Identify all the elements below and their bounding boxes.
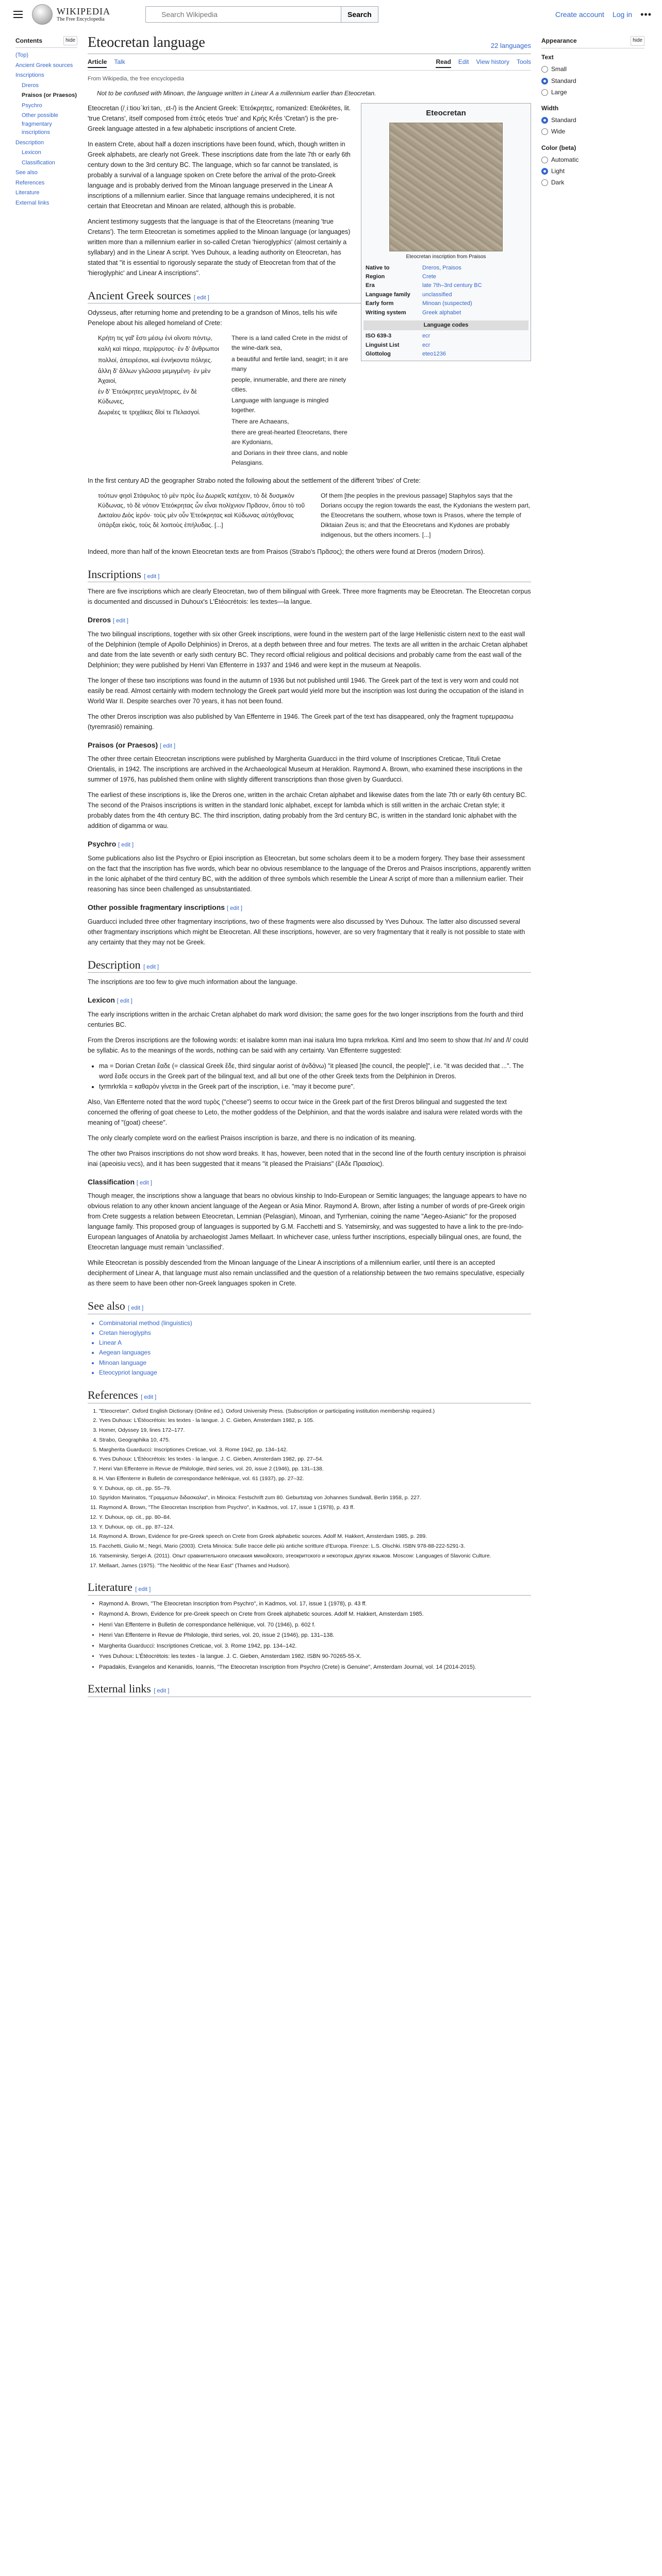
page-title: Eteocretan language xyxy=(88,35,205,50)
width-label: Width xyxy=(541,104,559,112)
see-also-link[interactable]: • Cretan hieroglyphs xyxy=(99,1328,531,1338)
edit-link[interactable]: [ edit ] xyxy=(143,963,159,970)
radio-option[interactable] xyxy=(541,115,644,125)
quote-line: Language with language is mingled together. xyxy=(231,397,329,414)
toc-item[interactable]: Dreros xyxy=(22,82,39,89)
intro-paragraph-2: In eastern Crete, about half a dozen inscriptions have been found, which, though written in Greek alphabets, are clearly not Greek. These inscriptions date from the late 7th or early 6th century down to the 3rd century BC. The language, which so far cannot be translated, is probably a survival of a language spoken on Crete before the arrival of the proto-Greek language and is probably derived from the Minoan language preserved in the Linear A inscriptions of a millennium earlier. Since that language remains undeciphered, it is not certain that Eteocretan and Minoan are related, although this is probable. xyxy=(88,140,351,210)
reference-item: 14. Raymond A. Brown, Evidence for pre-Greek speech on Crete from Greek alphabetic sources. Adolf M. Hakkert, Amsterdam 1985, p. 289. xyxy=(99,1533,531,1541)
infobox-key: Native to xyxy=(366,264,390,271)
language-codes-header: Language codes xyxy=(363,320,528,330)
paragraph: Odysseus, after returning home and pretending to be a grandson of Minos, tells his wife Penelope about his alleged homeland of Crete: xyxy=(88,309,338,327)
paragraph: The other two Praisos inscriptions do not show word breaks. It has, however, been noted that in the second line of the fourth century inscription is phraisoi inai (apeoisiu vecs), and it has been suggested that it means "it pleased the Praisians" (ἔΑδε Πραισίοις). xyxy=(88,1149,526,1167)
reference-item: 12. Y. Duhoux, op. cit., pp. 80–84. xyxy=(99,1514,531,1522)
infobox-key: Early form xyxy=(366,300,394,307)
reference-item: 8. H. Van Effenterre in Bulletin de correspondance hellénique, vol. 61 (1937), pp. 27–32. xyxy=(99,1475,531,1483)
toc-item[interactable]: Lexicon xyxy=(22,149,41,156)
edit-link[interactable]: [ edit ] xyxy=(226,905,242,911)
literature-item: • Henri Van Effenterre in Revue de Philologie, third series, vol. 20, issue 2 (1946), pp. 131–138. xyxy=(99,1631,531,1640)
tab-edit[interactable]: Edit xyxy=(458,58,469,65)
radio-button-icon[interactable] xyxy=(541,78,548,84)
paragraph: The other three certain Eteocretan inscriptions were published by Margherita Guarducci in the third volume of Inscriptiones Creticae, Tituli Cretae Orientalis, in 1942. The inscriptions are archived in the Archaeological Museum at Heraklion. Raymond A. Brown, who examined these inscriptions in the summer of 1976, has published them online with slightly different transcriptions than those given by Guarducci. xyxy=(88,755,523,784)
header xyxy=(0,0,662,29)
radio-option[interactable] xyxy=(541,76,644,86)
reference-item: 13. Y. Duhoux, op. cit., pp. 87–124. xyxy=(99,1523,531,1532)
strabo-greek: τούτων φησὶ Στάφυλος τὸ μὲν πρὸς ἕω Δωριεῖς κατέχειν, τὸ δὲ δυσμικὸν Κύδωνας, τὸ δὲ νότιον Ἐτεόκρητας ὧν εἶναι πολίχνιον Πρᾶσον, ὅπου τὸ τοῦ Δικταίου Διὸς ἱερόν· τοὺς μὲν οὖν Ἐτεόκρητας καὶ Κύδωνας αὐτόχθονας ὑπάρξαι εἰκός, τοὺς δὲ λοιποὺς ἐπήλυδας. [...] xyxy=(98,492,305,529)
edit-link[interactable]: [ edit ] xyxy=(135,1586,151,1593)
odyssey-quote xyxy=(98,333,353,469)
reference-item: 1. "Eteocretan". Oxford English Dictionary (Online ed.). Oxford University Press. (Subscription or participating institution membership required.) xyxy=(99,1408,531,1416)
reference-item: 6. Yves Duhoux: L'Étéocrétois: les textes - la langue. J. C. Gieben, Amsterdam 1982, pp. 27–54. xyxy=(99,1455,531,1464)
literature-item: • Yves Duhoux: L'Étéocrétois: les textes - la langue. J. C. Gieben, Amsterdam 1982. ISBN 90-70265-55-X. xyxy=(99,1652,531,1661)
infobox-row xyxy=(363,341,528,350)
edit-link[interactable]: [ edit ] xyxy=(117,998,133,1005)
section-heading-literature: Literature [ edit ] xyxy=(88,1580,531,1596)
paragraph: Some publications also list the Psychro or Epioi inscription as Eteocretan, but some scholars deem it to be a modern forgery. They base their assessment on the fact that the inscription has five words, which bear no obvious resemblance to the language of the Dreros and Praisos inscriptions, apparently written in the Ionic alphabet of the third century BC, with the addition of three symbols which resemble the Linear A script of more than a millennium earlier. Their reasoning has since been challenged as unsubstantiated. xyxy=(88,854,531,893)
toc-hide-button[interactable]: hide xyxy=(63,36,77,45)
paragraph: The longer of these two inscriptions was found in the autumn of 1936 but not published until 1946. The Greek part of the text is very worn and could not easily be read. Almost certainly with modern technology the Greek part would yield more but the inscription was lost during the occupation of the island in World War II. Despite searches over 70 years, it has not been found. xyxy=(88,676,524,705)
toc-item[interactable]: References xyxy=(15,179,45,186)
appearance-title: Appearance xyxy=(541,37,577,44)
logo-tagline: The Free Encyclopedia xyxy=(57,16,105,23)
paragraph: The only clearly complete word on the earliest Praisos inscription is barze, and there is no indication of its meaning. xyxy=(88,1134,417,1142)
references-list xyxy=(88,1408,531,1570)
section-heading-description: Description [ edit ] xyxy=(88,958,531,973)
login-link[interactable]: Log in xyxy=(612,10,633,19)
infobox-value[interactable]: Minoan (suspected) xyxy=(422,300,472,307)
tab-talk[interactable]: Talk xyxy=(114,58,125,65)
table-of-contents xyxy=(15,36,77,209)
radio-label: Wide xyxy=(551,128,566,135)
subsection-heading-dreros: Dreros [ edit ] xyxy=(88,616,128,624)
radio-label: Small xyxy=(551,65,567,73)
radio-button-icon[interactable] xyxy=(541,66,548,73)
subsection-heading-other: Other possible fragmentary inscriptions [ edit ] xyxy=(88,903,242,911)
section-heading-ancient-sources: Ancient Greek sources [ edit ] xyxy=(88,289,531,304)
infobox-row xyxy=(363,350,528,359)
infobox-row xyxy=(363,309,528,317)
toc-item[interactable]: Literature xyxy=(15,190,40,196)
tab-article[interactable]: Article xyxy=(88,57,107,68)
radio-button-icon[interactable] xyxy=(541,128,548,135)
text-size-label: Text xyxy=(541,54,554,61)
infobox-row xyxy=(363,291,528,299)
see-also-list xyxy=(88,1318,531,1378)
paragraph: Though meager, the inscriptions show a language that bears no obvious kinship to Indo-European or Semitic languages; the language appears to have no obvious relation to any other known ancient language of the Aegean or Asia Minor. Raymond A. Brown, after listing a number of words of pre-Greek origin from Crete suggests a relation between Eteocretan, Lemnian (Pelasgian), Minoan, and Tyrrhenian, coining the name "Aegeo-Asianic" for the proposed language family. This proposed group of languages is supported by G.M. Facchetti and S. Yatsemirsky, and was suggested to have a link to the pre-Indo-European languages of Anatolia by archaeologist James Mellaart. In whichever case, unless further inscriptions, especially bilingual ones, are found, the Eteocretan language must remain 'unclassified'. xyxy=(88,1192,527,1251)
see-also-link[interactable]: • Eteocypriot language xyxy=(99,1368,531,1378)
quote-line: a beautiful and fertile land, seagirt; in it are many xyxy=(231,355,349,372)
edit-link[interactable]: [ edit ] xyxy=(160,742,176,749)
quote-line: There is a land called Crete in the midst of the wine-dark sea, xyxy=(231,334,347,352)
search-box xyxy=(145,6,378,23)
edit-link[interactable]: [ edit ] xyxy=(141,1394,157,1400)
intro-paragraph-3: Ancient testimony suggests that the language is that of the Eteocretans (meaning 'true Cretans'). The term Eteocretan is sometimes applied to the Minoan language (or languages) written more than a millennium earlier in so-called Cretan 'hieroglyphics' (almost certainly a syllabary) and in the Linear A script. Yves Duhoux, a leading authority on Eteocretan, has stated that "it is essential to rigorously separate the study of Eteocretan from that of the 'hieroglyphic' and Linear A inscriptions". xyxy=(88,217,351,277)
toc-item[interactable]: (Top) xyxy=(15,52,29,58)
toc-item[interactable]: Praisos (or Praesos) xyxy=(22,92,77,98)
radio-button-icon[interactable] xyxy=(541,157,548,163)
infobox-key: Glottolog xyxy=(366,351,391,358)
infobox-value[interactable]: ecr xyxy=(422,342,431,348)
see-also-link[interactable]: • Minoan language xyxy=(99,1358,531,1368)
literature-item: • Margherita Guarducci: Inscriptiones Creticae, vol. 3. Rome 1942, pp. 134–142. xyxy=(99,1642,531,1651)
reference-item: 9. Y. Duhoux, op. cit., pp. 55–79. xyxy=(99,1485,531,1493)
infobox-key: Language family xyxy=(366,291,410,298)
edit-link[interactable]: [ edit ] xyxy=(144,573,160,580)
logo-wordmark: WIKIPEDIA xyxy=(57,6,110,16)
radio-label: Large xyxy=(551,88,567,96)
infobox-value[interactable]: Dreros, Praisos xyxy=(422,264,461,271)
paragraph: Also, Van Effenterre noted that the word τυρὸς ("cheese") seems to occur twice in the Greek part of the first Dreros bilingual and suggested the text concerned the offering of goat cheese to Leto, the mother goddess of the Delphinion, and that the words isalabre and isalura were related words with the meaning of "(goat) cheese". xyxy=(88,1098,523,1126)
quote-line: There are Achaeans, xyxy=(231,417,289,425)
radio-option[interactable] xyxy=(541,155,644,165)
radio-button-icon[interactable] xyxy=(541,117,548,124)
literature-list xyxy=(88,1600,531,1672)
infobox-row xyxy=(363,264,528,273)
main-menu-icon[interactable] xyxy=(10,7,26,22)
more-options-icon[interactable]: ••• xyxy=(640,9,652,20)
section-heading-references: References [ edit ] xyxy=(88,1388,531,1403)
quote-line: ἐν δ' Ἐτεόκρητες μεγαλήτορες, ἐν δὲ Κύδωνες, xyxy=(98,388,197,405)
infobox-value[interactable]: unclassified xyxy=(422,291,452,298)
tab-view-history[interactable]: View history xyxy=(476,58,509,65)
paragraph: The early inscriptions written in the archaic Cretan alphabet do mark word division; the same goes for the two longer inscriptions from the fourth and third centuries BC. xyxy=(88,1010,523,1028)
reference-item: 15. Facchetti, Giulio M.; Negri, Mario (2003). Creta Minoica: Sulle tracce delle più antiche scritture d'Europa. Firenze: L.S. Olschki. ISBN 978-88-222-5291-3. xyxy=(99,1543,531,1551)
infobox-caption: Eteocretan inscription from Praisos xyxy=(406,253,486,260)
toc-item[interactable]: Ancient Greek sources xyxy=(15,62,73,69)
quote-line: Δωριέες τε τριχάϊκες δῖοί τε Πελασγοί. xyxy=(98,409,201,416)
radio-label: Standard xyxy=(551,116,576,124)
infobox-row xyxy=(363,299,528,308)
radio-option[interactable] xyxy=(541,88,644,97)
edit-link[interactable]: [ edit ] xyxy=(128,1305,144,1312)
tab-tools[interactable]: Tools xyxy=(516,58,531,65)
quote-line: Κρήτη τις γαῖ' ἔστι μέσῳ ἐνὶ οἴνοπι πόντῳ, xyxy=(98,334,212,342)
appearance-panel xyxy=(541,36,644,194)
radio-button-icon[interactable] xyxy=(541,89,548,96)
section-heading-see-also: See also [ edit ] xyxy=(88,1299,531,1314)
inscription-image[interactable] xyxy=(389,123,503,251)
quote-greek xyxy=(98,333,219,469)
search-input[interactable] xyxy=(145,6,341,23)
infobox-key: ISO 639-3 xyxy=(366,333,392,340)
paragraph: There are five inscriptions which are clearly Eteocretan, two of them bilingual with Greek. Three more fragments may be Eteocretan. The Eteocretan corpus is documented and discussed in Duhoux's L'Étéocrétois: les textes—la langue. xyxy=(88,588,531,606)
reference-item: 11. Raymond A. Brown, "The Eteocretan Inscription from Psychro", in Kadmos, vol. 17, issue 1 (1978), p. 43 ff. xyxy=(99,1504,531,1512)
quote-english xyxy=(231,333,353,469)
infobox-value[interactable]: eteo1236 xyxy=(422,351,446,358)
radio-label: Light xyxy=(551,167,565,175)
infobox-row xyxy=(363,273,528,281)
reference-item: 3. Homer, Odyssey 19, lines 172–177. xyxy=(99,1427,531,1435)
list-item: • ma = Dorian Cretan ἔαδε (= classical Greek ἔδε, third singular aorist of ἁνδάνω) "it pleased [the council, the people]", i.e. "it was decided that ...". The word ἔαδε occurs in the Greek part of the bilingual text, and all but one of the other Greek texts from the Delphinion in Dreros. xyxy=(99,1061,531,1081)
infobox-title: Eteocretan xyxy=(426,108,466,117)
hatnote: Not to be confused with Minoan, the language written in Linear A a millennium earlier than Eteocretan. xyxy=(97,90,376,97)
radio-button-icon[interactable] xyxy=(541,168,548,175)
toc-item[interactable]: External links xyxy=(15,199,49,206)
paragraph: While Eteocretan is possibly descended from the Minoan language of the Linear A inscriptions of a millennium earlier, until there is an accepted decipherment of Linear A, that language must also remain unclassified and the question of a relationship between the two remains speculative, especially as there seem to have been other non-Greek languages spoken in Crete. xyxy=(88,1259,525,1287)
quote-line: ἄλλη δ' ἄλλων γλῶσσα μεμιγμένη· ἐν μὲν Ἀχαιοί, xyxy=(98,367,211,384)
toc-title: Contents xyxy=(15,37,42,44)
reference-item: 5. Margherita Guarducci: Inscriptiones Creticae, vol. 3. Rome 1942, pp. 134–142. xyxy=(99,1446,531,1454)
infobox-value[interactable]: ecr xyxy=(422,333,431,340)
color-label: Color (beta) xyxy=(541,144,576,151)
paragraph: The inscriptions are too few to give much information about the language. xyxy=(88,978,297,986)
subsection-heading-psychro: Psychro [ edit ] xyxy=(88,840,134,849)
reference-item: 7. Henri Van Effenterre in Revue de Philologie, third series, vol. 20, issue 2 (1946), pp. 131–138. xyxy=(99,1465,531,1473)
toc-item[interactable]: See also xyxy=(15,170,38,176)
see-also-link[interactable]: • Linear A xyxy=(99,1338,531,1348)
infobox-row xyxy=(363,332,528,341)
reference-item: 2. Yves Duhoux: L'Étéocrétois: les textes - la langue. J. C. Gieben, Amsterdam 1982, p. 105. xyxy=(99,1417,531,1425)
quote-line: people, innumerable, and there are ninety cities. xyxy=(231,376,346,394)
radio-option[interactable] xyxy=(541,166,644,176)
edit-link[interactable]: [ edit ] xyxy=(154,1688,170,1694)
paragraph: In the first century AD the geographer Strabo noted the following about the settlement of the different 'tribes' of Crete: xyxy=(88,477,421,484)
quote-line: πολλοί, ἀπειρέσιοι, καὶ ἐννήκοντα πόληες. xyxy=(98,356,212,364)
infobox-value[interactable]: late 7th–3rd century BC xyxy=(422,282,482,289)
subsection-heading-classification: Classification [ edit ] xyxy=(88,1177,152,1186)
radio-option[interactable] xyxy=(541,127,644,137)
edit-link[interactable]: [ edit ] xyxy=(118,842,134,849)
edit-link[interactable]: [ edit ] xyxy=(113,618,128,624)
main-content xyxy=(88,29,531,1701)
strabo-english: Of them [the peoples in the previous passage] Staphylos says that the Dorians occupy the region towards the east, the Kydonians the western part, the Eteocretans the southern, whose town is Prasos, where the temple of Diktaian Zeus is; and that the Eteocretans and Kydones are probably indigenous, but the others incomers. [...] xyxy=(321,492,531,539)
radio-option[interactable] xyxy=(541,178,644,188)
radio-label: Dark xyxy=(551,179,565,187)
toc-item[interactable]: Psychro xyxy=(22,102,42,109)
quote-line: there are great-hearted Eteocretans, there are Kydonians, xyxy=(231,428,347,446)
radio-option[interactable] xyxy=(541,64,644,74)
section-heading-external-links: External links [ edit ] xyxy=(88,1682,531,1697)
strabo-quote xyxy=(98,491,531,540)
toc-item[interactable]: Description xyxy=(15,139,44,146)
infobox-value[interactable]: Greek alphabet xyxy=(422,309,461,316)
tab-read[interactable]: Read xyxy=(436,57,451,68)
edit-link[interactable]: [ edit ] xyxy=(193,294,209,301)
literature-item: • Raymond A. Brown, Evidence for pre-Greek speech on Crete from Greek alphabetic sources. Adolf M. Hakkert, Amsterdam 1985. xyxy=(99,1610,531,1619)
list-item: • tyrmrkrkla = καθαρὸν γίνεται in the Greek part of the inscription, i.e. "may it become pure". xyxy=(99,1081,531,1092)
lexicon-list xyxy=(88,1061,531,1092)
literature-item: • Raymond A. Brown, "The Eteocretan Inscription from Psychro", in Kadmos, vol. 17, issue 1 (1978), p. 43 ff. xyxy=(99,1600,531,1608)
paragraph: Guarducci included three other fragmentary inscriptions, two of these fragments were also discussed by Yves Duhoux. The latter also discussed several other fragmentary inscriptions which might be Eteocretan. All these inscriptions, however, are so very fragmentary that it really is not possible to state with any certainty that they may not be Greek. xyxy=(88,918,525,946)
reference-item: 17. Mellaart, James (1975). "The Neolithic of the Near East" (Thames and Hudson). xyxy=(99,1562,531,1570)
quote-line: and Dorians in their three clans, and noble Pelasgians. xyxy=(231,449,348,467)
radio-label: Standard xyxy=(551,77,576,84)
edit-link[interactable]: [ edit ] xyxy=(136,1179,152,1186)
wikipedia-logo[interactable] xyxy=(32,4,125,25)
radio-button-icon[interactable] xyxy=(541,179,548,186)
appearance-hide-button[interactable]: hide xyxy=(631,36,644,46)
infobox-key: Linguist List xyxy=(366,342,400,348)
see-also-link[interactable]: • Combinatorial method (linguistics) xyxy=(99,1318,531,1328)
languages-button[interactable]: 22 languages xyxy=(490,41,531,49)
reference-item: 10. Spyridon Marinatos, "Γραμματων διδασκαλια", in Minoica: Festschrift zum 80. Geburtstag von Johannes Sundwall, Berlin 1958, p. 227. xyxy=(99,1494,531,1502)
globe-icon xyxy=(32,4,53,25)
paragraph: The other Dreros inscription was also published by Van Effenterre in 1946. The Greek part of the text has disappeared, only the fragment τυρεμρασιω (tyremrasiō) remaining. xyxy=(88,713,514,731)
infobox-key: Region xyxy=(366,273,385,280)
infobox xyxy=(361,103,531,362)
intro-paragraph-1: Eteocretan (/ˌiːtioʊˈkriːtən, ˌɛt-/) is the Ancient Greek: Ἐτεόκρητες, romanized: Eteókrētes, lit. 'true Cretans', itself composed from ἐτεός eteós 'true' and Κρής Krḗs 'Cretan') is the pre-Greek language attested in a few alphabetic inscriptions of ancient Crete. xyxy=(88,104,351,132)
subsection-heading-lexicon: Lexicon [ edit ] xyxy=(88,996,133,1005)
literature-item: • Henri Van Effenterre in Bulletin de correspondance hellénique, vol. 70 (1946), p. 602 f. xyxy=(99,1621,531,1630)
paragraph: From the Dreros inscriptions are the following words: et isalabre komn man inai isalura lmo tupra mrkrkoa. Kiml and lmo seem to show that /n/ and /l/ could be syllabic. As to the meanings of the words, nothing can be said with any certainty. Van Effenterre suggested: xyxy=(88,1036,528,1054)
paragraph: Indeed, more than half of the known Eteocretan texts are from Praisos (Strabo's Πρᾶσος); the others were found at Dreros (modern Driros). xyxy=(88,548,485,555)
see-also-link[interactable]: • Aegean languages xyxy=(99,1348,531,1358)
reference-item: 16. Yatsemirsky, Sergei A. (2011). Опыт сравнительного описания минойского, этеокритского и некоторых других языков. Moscow: Languages of Slavonic Culture. xyxy=(99,1552,531,1561)
search-button[interactable]: Search xyxy=(341,6,378,23)
toc-item[interactable]: Other possible fragmentary inscriptions xyxy=(22,112,58,135)
quote-line: καλὴ καὶ πίειρα, περίρρυτος· ἐν δ' ἄνθρωποι xyxy=(98,345,219,353)
toc-item[interactable]: Classification xyxy=(22,159,55,166)
reference-item: 4. Strabo, Geographika 10, 475. xyxy=(99,1436,531,1445)
subsection-heading-praisos: Praisos (or Praesos) [ edit ] xyxy=(88,740,176,749)
site-sub: From Wikipedia, the free encyclopedia xyxy=(88,75,185,82)
literature-item: • Papadakis, Evangelos and Kenanidis, Ioannis, "The Eteocretan Inscription from Psychro (Crete) is Genuine", Amsterdam Journal, vol. 14 (2014-2015). xyxy=(99,1663,531,1672)
section-heading-inscriptions: Inscriptions [ edit ] xyxy=(88,567,531,583)
infobox-value[interactable]: Crete xyxy=(422,273,436,280)
paragraph: The two bilingual inscriptions, together with six other Greek inscriptions, were found in the western part of the large Hellenistic cistern next to the east wall of the Delphinion (temple of Apollo Delphinios) in Dreros, at a depth between three and four metres. The texts are all written in the archaic Cretan alphabet and date from the late seventh or early sixth century BC. They record official religious and political decisions and probably came from the east wall of the Delphinion; they were published by Henri Van Effenterre in 1937 and 1946 and were kept in the museum at Neapolis. xyxy=(88,630,528,669)
toc-item[interactable]: Inscriptions xyxy=(15,72,44,78)
paragraph: The earliest of these inscriptions is, like the Dreros one, written in the archaic Cretan alphabet and likewise dates from the late 7th or early 6th century BC. The second of the Praisos inscriptions is written in the standard Ionic alphabet, except for lambda which is still written in the archaic Cretan style; it probably dates from the 4th century BC. The third inscription, dating probably from the 3rd century BC, is written in the standard Ionic alphabet with the addition of digamma or wau. xyxy=(88,791,527,830)
infobox-key: Era xyxy=(366,282,375,289)
create-account-link[interactable]: Create account xyxy=(555,10,604,19)
infobox-key: Writing system xyxy=(366,309,406,316)
radio-label: Automatic xyxy=(551,156,579,163)
infobox-row xyxy=(363,281,528,290)
